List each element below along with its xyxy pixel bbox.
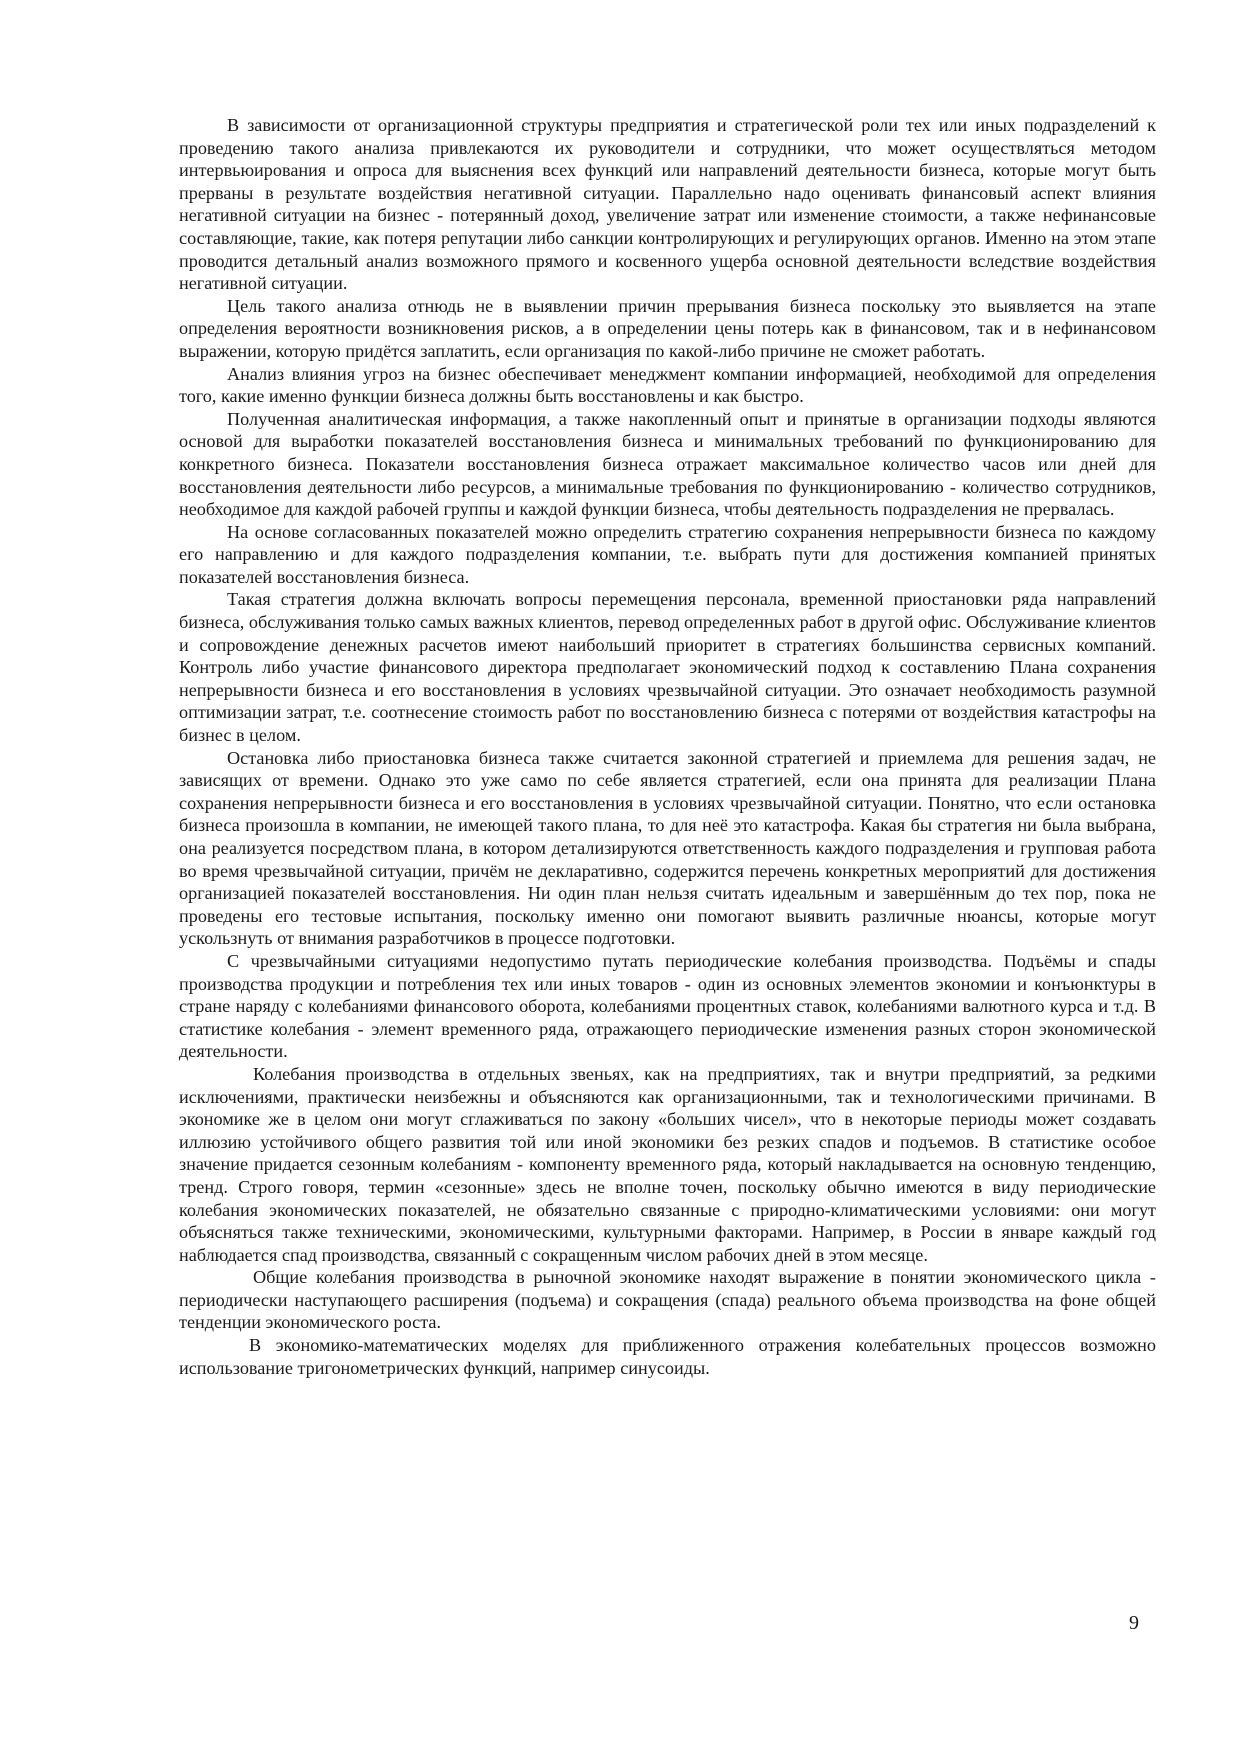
page-number: 9: [1129, 1612, 1139, 1634]
body-text: [179, 114, 1156, 1379]
paragraph: С чрезвычайными ситуациями недопустимо путать периодические колебания производства. Подъёмы и спады производства продукции и потребления тех или иных товаров - один из основных элементов экономии и конъюнктуры в стране наряду с колебаниями финансового оборота, колебаниями процентных ставок, колебаниями валютного курса и т.д. В статистике колебания - элемент временного ряда, отражающего периодические изменения разных сторон экономической деятельности.: [179, 950, 1156, 1062]
paragraph: Общие колебания производства в рыночной экономике находят выражение в понятии экономического цикла - периодически наступающего расширения (подъема) и сокращения (спада) реального объема производства на фоне общей тенденции экономического роста.: [179, 1267, 1156, 1333]
paragraph: В экономико-математических моделях для приближенного отражения колебательных процессов возможно использование тригонометрических функций, например синусоиды.: [179, 1335, 1156, 1378]
paragraph: Колебания производства в отдельных звеньях, как на предприятиях, так и внутри предприятий, за редкими исключениями, практически неизбежны и объясняются как организационными, так и технологическими причинами. В экономике же в целом они могут сглаживаться по закону «больших чисел», что в некоторые периоды может создавать иллюзию устойчивого общего развития той или иной экономики без резких спадов и подъемов. В статистике особое значение придается сезонным колебаниям - компоненту временного ряда, который накладывается на основную тенденцию, тренд. Строго говоря, термин «сезонные» здесь не вполне точен, поскольку обычно имеются в виду периодические колебания экономических показателей, не обязательно связанные с природно-климатическими условиями: они могут объясняться также техническими, экономическими, культурными факторами. Например, в России в январе каждый год наблюдается спад производства, связанный с сокращенным числом рабочих дней в этом месяце.: [179, 1063, 1156, 1265]
paragraph: Полученная аналитическая информация, а также накопленный опыт и принятые в организации подходы являются основой для выработки показателей восстановления бизнеса и минимальных требований по функционированию для конкретного бизнеса. Показатели восстановления бизнеса отражает максимальное количество часов или дней для восстановления деятельности либо ресурсов, а минимальные требования по функционированию - количество сотрудников, необходимое для каждой рабочей группы и каждой функции бизнеса, чтобы деятельность подразделения не прервалась.: [179, 408, 1156, 520]
paragraph: Анализ влияния угроз на бизнес обеспечивает менеджмент компании информацией, необходимой для определения того, какие именно функции бизнеса должны быть восстановлены и как быстро.: [179, 363, 1156, 407]
paragraph: Такая стратегия должна включать вопросы перемещения персонала, временной приостановки ряда направлений бизнеса, обслуживания только самых важных клиентов, перевод определенных работ в другой офис. Обслуживание клиентов и сопровождение денежных расчетов имеют наибольший приоритет в стратегиях большинства сервисных компаний. Контроль либо участие финансового директора предполагает экономический подход к составлению Плана сохранения непрерывности бизнеса и его восстановления в условиях чрезвычайной ситуации. Это означает необходимость разумной оптимизации затрат, т.е. соотнесение стоимость работ по восстановлению бизнеса с потерями от воздействия катастрофы на бизнес в целом.: [179, 589, 1156, 746]
paragraph: Цель такого анализа отнюдь не в выявлении причин прерывания бизнеса поскольку это выявляется на этапе определения вероятности возникновения рисков, а в определении цены потерь как в финансовом, так и в нефинансовом выражении, которую придётся заплатить, если организация по какой-либо причине не сможет работать.: [179, 295, 1156, 361]
paragraph: Остановка либо приостановка бизнеса также считается законной стратегией и приемлема для решения задач, не зависящих от времени. Однако это уже само по себе является стратегией, если она принята для реализации Плана сохранения непрерывности бизнеса и его восстановления в условиях чрезвычайной ситуации. Понятно, что если остановка бизнеса произошла в компании, не имеющей такого плана, то для неё это катастрофа. Какая бы стратегия ни была выбрана, она реализуется посредством плана, в котором детализируются ответственность каждого подразделения и групповая работа во время чрезвычайной ситуации, причём не декларативно, содержится перечень конкретных мероприятий для достижения организацией показателей восстановления. Ни один план нельзя считать идеальным и завершённым до тех пор, пока не проведены его тестовые испытания, поскольку именно они помогают выявить различные нюансы, которые могут ускользнуть от внимания разработчиков в процессе подготовки.: [179, 747, 1156, 949]
paragraph: На основе согласованных показателей можно определить стратегию сохранения непрерывности бизнеса по каждому его направлению и для каждого подразделения компании, т.е. выбрать пути для достижения компанией принятых показателей восстановления бизнеса.: [179, 521, 1156, 587]
paragraph: В зависимости от организационной структуры предприятия и стратегической роли тех или иных подразделений к проведению такого анализа привлекаются их руководители и сотрудники, что может осуществляться методом интервьюирования и опроса для выяснения всех функций или направлений деятельности бизнеса, которые могут быть прерваны в результате воздействия негативной ситуации. Параллельно надо оценивать финансовый аспект влияния негативной ситуации на бизнес - потерянный доход, увеличение затрат или изменение стоимости, а также нефинансовые составляющие, такие, как потеря репутации либо санкции контролирующих и регулирующих органов. Именно на этом этапе проводится детальный анализ возможного прямого и косвенного ущерба основной деятельности вследствие воздействия негативной ситуации.: [179, 115, 1156, 294]
